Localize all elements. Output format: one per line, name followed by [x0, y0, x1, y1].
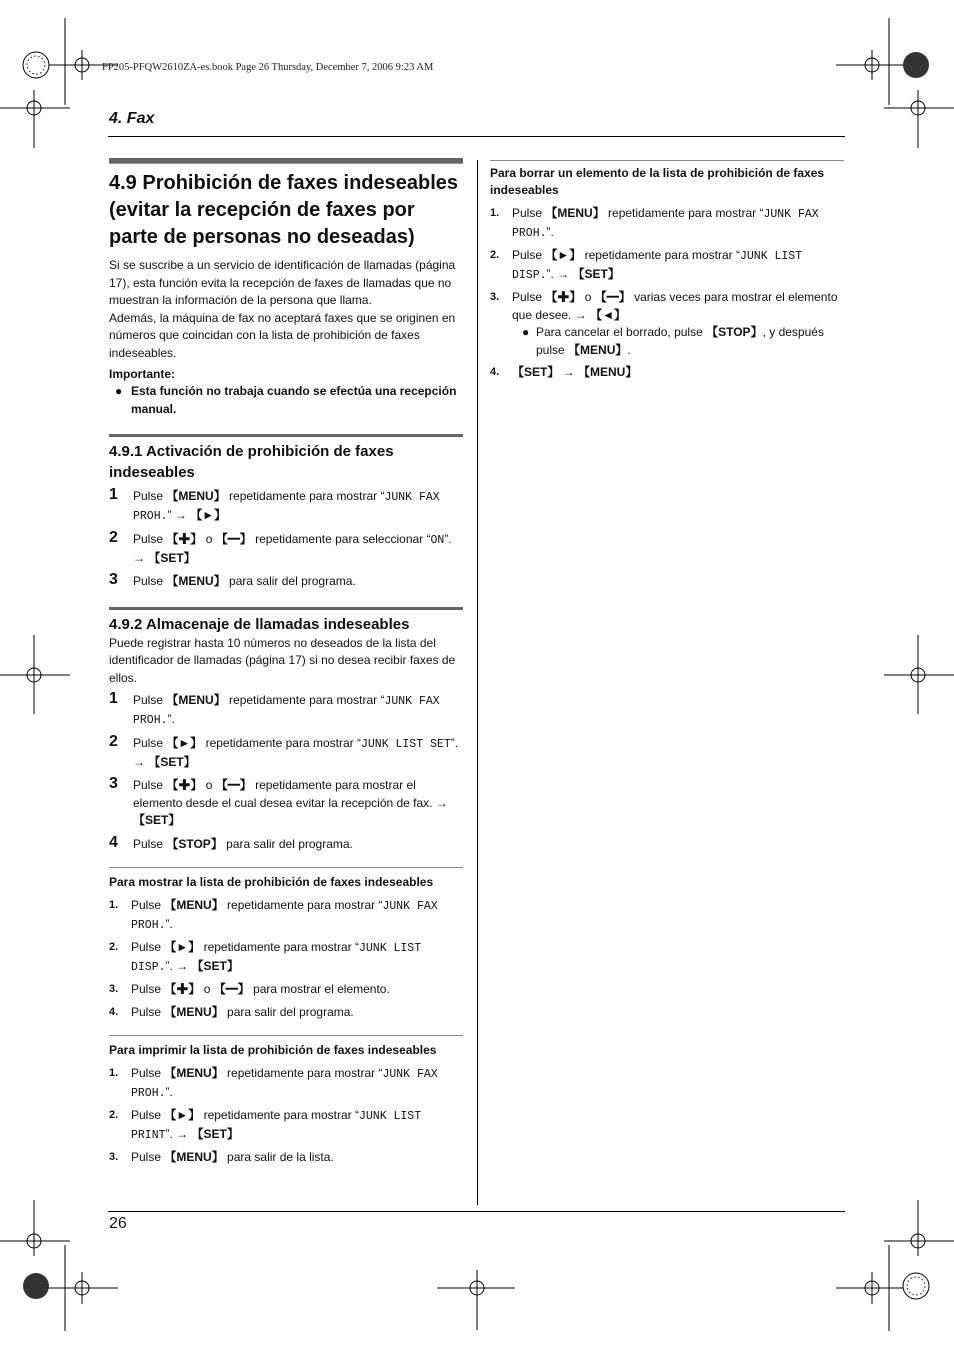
display-text: ON [430, 534, 445, 547]
step-1: 1 Pulse 【MENU】 repetidamente para mostrar “JUNK FAX PROH.”. [109, 690, 440, 727]
substep-4: 4. Pulse 【MENU】 para salir del programa. [109, 1004, 354, 1019]
step-4: 4 Pulse 【STOP】 para salir del programa. [109, 833, 353, 851]
substep-1: 1. Pulse 【MENU】 repetidamente para mostrar “JUNK FAX PROH.”. [109, 898, 438, 932]
delete-item-title: Para borrar un elemento de la lista de prohibición de faxes indeseables [490, 166, 825, 197]
menu-key: 【MENU】 [545, 206, 605, 220]
display-text: JUNK FAX PROH. [512, 208, 819, 240]
substep-1: 1. Pulse 【MENU】 repetidamente para mostrar “JUNK FAX PROH.”. [490, 206, 819, 240]
stop-key: 【STOP】 [706, 325, 763, 339]
right-column [490, 160, 844, 387]
display-list-block [109, 867, 463, 1021]
print-list-block [109, 1035, 463, 1167]
menu-key: 【MENU】 [164, 898, 224, 912]
display-text: JUNK FAX PROH. [131, 900, 438, 932]
file-info: FP205-PFQW2610ZA-es.book Page 26 Thursday, December 7, 2006 9:23 AM [102, 62, 434, 73]
display-text: JUNK LIST SET [361, 738, 451, 751]
page-number: 26 [109, 1215, 127, 1232]
chapter-header: 4. Fax [109, 110, 155, 127]
substep-2: 2. Pulse 【►】 repetidamente para mostrar “JUNK LIST PRINT”. → 【SET】 [109, 1108, 422, 1142]
intro-paragraph-1: Si se suscribe a un servicio de identificación de llamadas (página 17), esta función evita la recepción de faxes de llamadas que no muestran la información de la persona que llama. [109, 258, 456, 307]
set-key: 【SET】 [512, 365, 560, 379]
display-text: JUNK LIST PRINT [131, 1110, 422, 1142]
section-title-4-9-2: 4.9.2 Almacenaje de llamadas indeseables [109, 615, 410, 633]
bullet-icon: ● [115, 384, 123, 398]
substep-1: 1. Pulse 【MENU】 repetidamente para mostrar “JUNK FAX PROH.”. [109, 1066, 438, 1100]
substep-2: 2. Pulse 【►】 repetidamente para mostrar “JUNK LIST DISP.”. → 【SET】 [490, 248, 803, 282]
stop-key: 【STOP】 [166, 836, 223, 851]
footer-rule [108, 1211, 845, 1212]
right-key: 【►】 [545, 248, 582, 262]
menu-key: 【MENU】 [166, 489, 226, 503]
important-bullet [109, 383, 463, 418]
step-1: 1 Pulse 【MENU】 repetidamente para mostrar “JUNK FAX PROH.” → 【►】 [109, 486, 440, 523]
minus-key: 【━】 [215, 778, 252, 792]
step-3: 3 Pulse 【✚】 o 【━】 repetidamente para mostrar el elemento desde el cual desea evitar la recepción de fax. → 【SET】 [109, 775, 448, 827]
display-text: JUNK FAX PROH. [133, 491, 440, 523]
plus-key: 【✚】 [166, 778, 203, 792]
delete-item-block [490, 160, 844, 382]
cancel-note: ● Para cancelar el borrado, pulse 【STOP】, y después pulse 【MENU】. [522, 325, 824, 357]
important-text: Esta función no trabaja cuando se efectúa una recepción manual. [131, 384, 457, 416]
substep-2: 2. Pulse 【►】 repetidamente para mostrar “JUNK LIST DISP.”. → 【SET】 [109, 940, 422, 974]
header-rule [108, 136, 845, 137]
set-key: 【SET】 [191, 1126, 239, 1141]
column-divider [477, 160, 478, 1205]
page-title: 4.9 Prohibición de faxes indeseables (evitar la recepción de faxes por parte de personas no deseadas) [109, 172, 459, 248]
step-2: 2 Pulse 【►】 repetidamente para mostrar “JUNK LIST SET”. → 【SET】 [109, 733, 459, 769]
minus-key: 【━】 [215, 532, 252, 546]
display-text: JUNK LIST DISP. [512, 250, 803, 282]
set-key: 【SET】 [133, 813, 181, 827]
right-key: 【►】 [166, 736, 203, 750]
set-key: 【SET】 [572, 266, 620, 281]
menu-key: 【MENU】 [578, 365, 638, 379]
title-bar [109, 158, 463, 164]
substep-3: 3. Pulse 【✚】 o 【━】 varias veces para mostrar el elemento que desee. → 【◄】 ● Para cancelar el borrado, pulse 【STOP】, y después pulse 【MENU】. [490, 289, 844, 359]
menu-key: 【MENU】 [166, 574, 226, 588]
left-column [109, 158, 463, 1172]
plus-key: 【✚】 [545, 290, 582, 304]
set-key: 【SET】 [148, 550, 196, 565]
substep-3: 3. Pulse 【✚】 o 【━】 para mostrar el elemento. [109, 982, 390, 996]
menu-key: 【MENU】 [568, 342, 628, 357]
bullet-icon: ● [522, 325, 530, 339]
minus-key: 【━】 [213, 982, 250, 996]
right-key: 【►】 [190, 507, 227, 522]
intro-paragraph-2: Además, la máquina de fax no aceptará faxes que se originen en números que coincidan con la lista de prohibición de faxes indeseables. [109, 310, 456, 360]
section-2-intro: Puede registrar hasta 10 números no deseados de la lista del identificador de llamadas (página 17) si no desea recibir faxes de ellos. [109, 635, 456, 685]
plus-key: 【✚】 [166, 532, 203, 546]
set-key: 【SET】 [191, 958, 239, 973]
substep-4: 4. 【SET】 → 【MENU】 [490, 365, 638, 379]
menu-key: 【MENU】 [164, 1004, 224, 1019]
menu-key: 【MENU】 [166, 693, 226, 707]
right-key: 【►】 [164, 1108, 201, 1122]
section-divider [109, 607, 463, 610]
display-list-title: Para mostrar la lista de prohibición de faxes indeseables [109, 875, 434, 889]
section-divider [109, 434, 463, 437]
set-key: 【SET】 [148, 754, 196, 769]
print-list-title: Para imprimir la lista de prohibición de faxes indeseables [109, 1043, 437, 1057]
substep-3: 3. Pulse 【MENU】 para salir de la lista. [109, 1150, 334, 1164]
important-label: Importante: [109, 367, 175, 381]
menu-key: 【MENU】 [164, 1150, 224, 1164]
section-title-4-9-1: 4.9.1 Activación de prohibición de faxes indeseables [109, 443, 394, 481]
display-text: JUNK FAX PROH. [133, 695, 440, 727]
right-key: 【►】 [164, 940, 201, 954]
left-key: 【◄】 [590, 307, 626, 322]
display-text: JUNK FAX PROH. [131, 1068, 438, 1100]
minus-key: 【━】 [594, 290, 631, 304]
display-text: JUNK LIST DISP. [131, 942, 422, 974]
step-2: 2 Pulse 【✚】 o 【━】 repetidamente para seleccionar “ON”. → 【SET】 [109, 529, 452, 565]
plus-key: 【✚】 [164, 982, 201, 996]
step-3: 3 Pulse 【MENU】 para salir del programa. [109, 571, 356, 588]
menu-key: 【MENU】 [164, 1066, 224, 1080]
